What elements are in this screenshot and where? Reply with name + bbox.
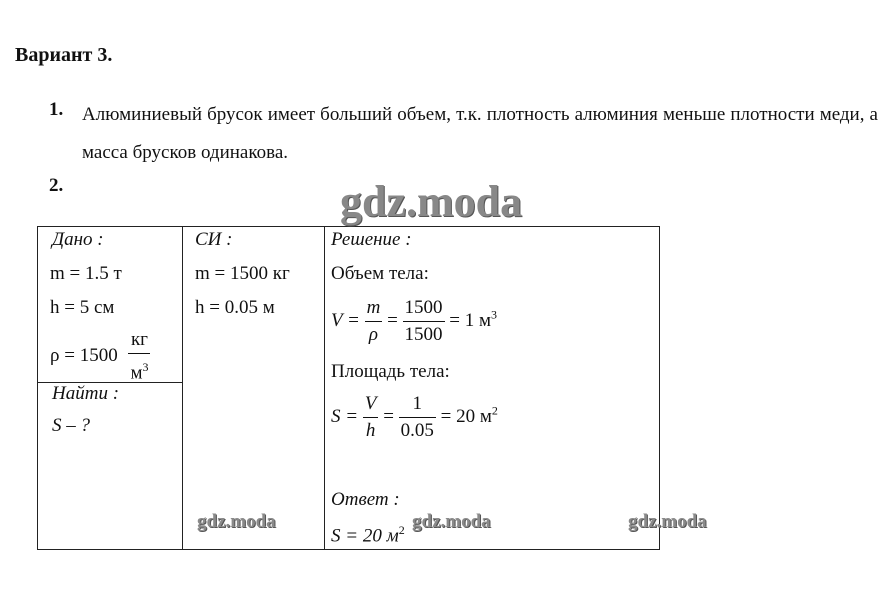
area-fraction-numeric <box>399 391 436 444</box>
si-height: h = 0.05 м <box>195 297 275 318</box>
answer-text: S = 20 м <box>331 525 399 547</box>
density-unit-denominator: $м^3$ <box>130 360 149 384</box>
area-exponent: 2 <box>491 403 498 418</box>
area-numeric-num: 1 <box>399 391 436 418</box>
volume-fraction-numeric <box>403 295 445 348</box>
volume-lhs: V = <box>331 309 360 331</box>
watermark-large: gdz.moda <box>340 177 523 226</box>
volume-fraction-num: m <box>365 295 383 322</box>
solution-title: Решение : <box>331 229 412 250</box>
equals-sign-2: = <box>383 405 394 427</box>
equals-sign: = <box>387 309 398 331</box>
area-fraction-den: h <box>365 420 376 441</box>
volume-exponent: 3 <box>491 307 498 322</box>
volume-fraction-den: ρ <box>368 324 379 345</box>
watermark-small-3: gdz.moda <box>628 511 707 532</box>
given-density <box>50 327 150 386</box>
density-unit-numerator: кг <box>128 327 150 354</box>
si-mass: m = 1500 кг <box>195 263 290 284</box>
find-title: Найти : <box>52 383 120 404</box>
watermark-small-2: gdz.moda <box>412 511 491 532</box>
si-title: СИ : <box>195 229 233 250</box>
area-lhs: S = <box>331 405 359 427</box>
volume-label: Объем тела: <box>331 263 429 284</box>
given-height: h = 5 см <box>50 297 115 318</box>
watermark-small-1: gdz.moda <box>197 511 276 532</box>
answer-value <box>331 523 405 547</box>
answer-title: Ответ : <box>331 489 400 510</box>
area-numeric-den: 0.05 <box>400 420 434 441</box>
area-formula <box>331 391 498 444</box>
task-2-number: 2. <box>49 175 64 196</box>
answer-exponent: 2 <box>398 523 405 537</box>
volume-numeric-den: 1500 <box>404 324 443 345</box>
density-unit-fraction <box>128 327 150 386</box>
solution-cell <box>325 227 659 548</box>
given-mass: m = 1.5 т <box>50 263 122 284</box>
area-fraction-num: V <box>363 391 379 418</box>
area-fraction-symbolic <box>363 391 379 444</box>
volume-numeric-num: 1500 <box>403 295 445 322</box>
variant-heading: Вариант 3. <box>15 44 113 66</box>
given-density-value: ρ = 1500 <box>50 345 118 367</box>
si-cell <box>183 227 324 548</box>
given-cell <box>38 227 182 382</box>
find-cell <box>38 383 182 549</box>
solution-table <box>37 226 660 550</box>
volume-formula <box>331 295 497 348</box>
volume-result: = 1 м <box>449 309 492 331</box>
area-result: = 20 м <box>440 405 492 427</box>
find-value: S – ? <box>52 415 90 436</box>
cube-exponent: 3 <box>142 360 149 374</box>
task-1-text: Алюминиевый брусок имеет больший объем, т.к. плотность алюминия меньше плотности меди, а масса брусков одинакова. <box>82 104 878 163</box>
task-1-number: 1. <box>49 99 64 120</box>
area-label: Площадь тела: <box>331 361 450 382</box>
volume-fraction-symbolic <box>365 295 383 348</box>
given-title: Дано : <box>52 229 104 250</box>
